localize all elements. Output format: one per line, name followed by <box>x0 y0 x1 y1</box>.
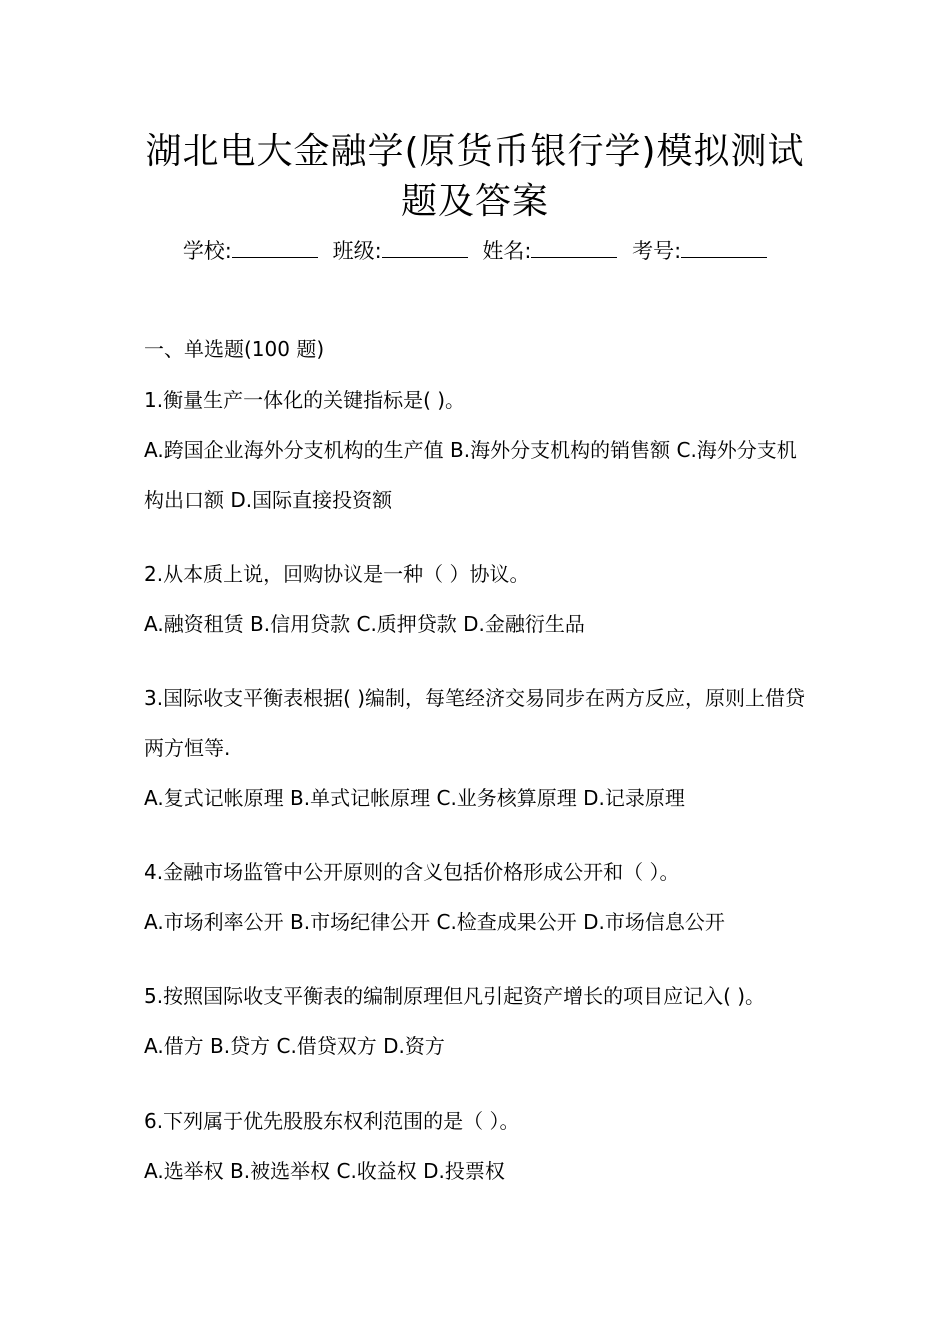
question-stem: 1.衡量生产一体化的关键指标是( )。 <box>144 388 466 412</box>
question-stem: 3.国际收支平衡表根据( )编制，每笔经济交易同步在两方反应，原则上借贷两方恒等. <box>144 686 806 760</box>
question-6 <box>144 1096 814 1196</box>
name-field <box>482 236 617 266</box>
question-options: A.复式记帐原理 B.单式记帐原理 C.业务核算原理 D.记录原理 <box>144 786 685 810</box>
question-4 <box>144 847 814 947</box>
question-stem: 6.下列属于优先股股东权利范围的是（ ）。 <box>144 1109 520 1133</box>
document-title-line-2: 题及答案 <box>400 181 549 222</box>
question-options: A.选举权 B.被选举权 C.收益权 D.投票权 <box>144 1159 505 1183</box>
school-blank <box>232 237 318 258</box>
section-heading: 一、单选题(100 题) <box>144 337 325 361</box>
question-2 <box>144 549 814 649</box>
class-label: 班级: <box>332 239 382 263</box>
class-field <box>333 236 468 266</box>
question-options: A.借方 B.贷方 C.借贷双方 D.资方 <box>144 1034 445 1058</box>
document-title-line-1: 湖北电大金融学(原货币银行学)模拟测试 <box>145 131 805 172</box>
question-stem: 2.从本质上说，回购协议是一种（ ）协议。 <box>144 562 530 586</box>
name-blank <box>531 237 617 258</box>
exam-number-blank <box>681 237 767 258</box>
question-options: A.市场利率公开 B.市场纪律公开 C.检查成果公开 D.市场信息公开 <box>144 910 725 934</box>
question-1 <box>144 375 814 525</box>
exam-number-label: 考号: <box>632 239 682 263</box>
class-blank <box>382 237 468 258</box>
student-info-line <box>0 236 950 266</box>
school-field <box>183 236 318 266</box>
question-5 <box>144 971 814 1071</box>
name-label: 姓名: <box>482 239 532 263</box>
exam-number-field <box>632 236 767 266</box>
question-stem: 4.金融市场监管中公开原则的含义包括价格形成公开和（ ）。 <box>144 860 680 884</box>
question-stem: 5.按照国际收支平衡表的编制原理但凡引起资产增长的项目应记入( )。 <box>144 984 766 1008</box>
question-options: A.融资租赁 B.信用贷款 C.质押贷款 D.金融衍生品 <box>144 612 585 636</box>
question-options: A.跨国企业海外分支机构的生产值 B.海外分支机构的销售额 C.海外分支机构出口额 D.国际直接投资额 <box>144 438 797 512</box>
school-label: 学校: <box>182 239 232 263</box>
question-3 <box>144 673 814 823</box>
